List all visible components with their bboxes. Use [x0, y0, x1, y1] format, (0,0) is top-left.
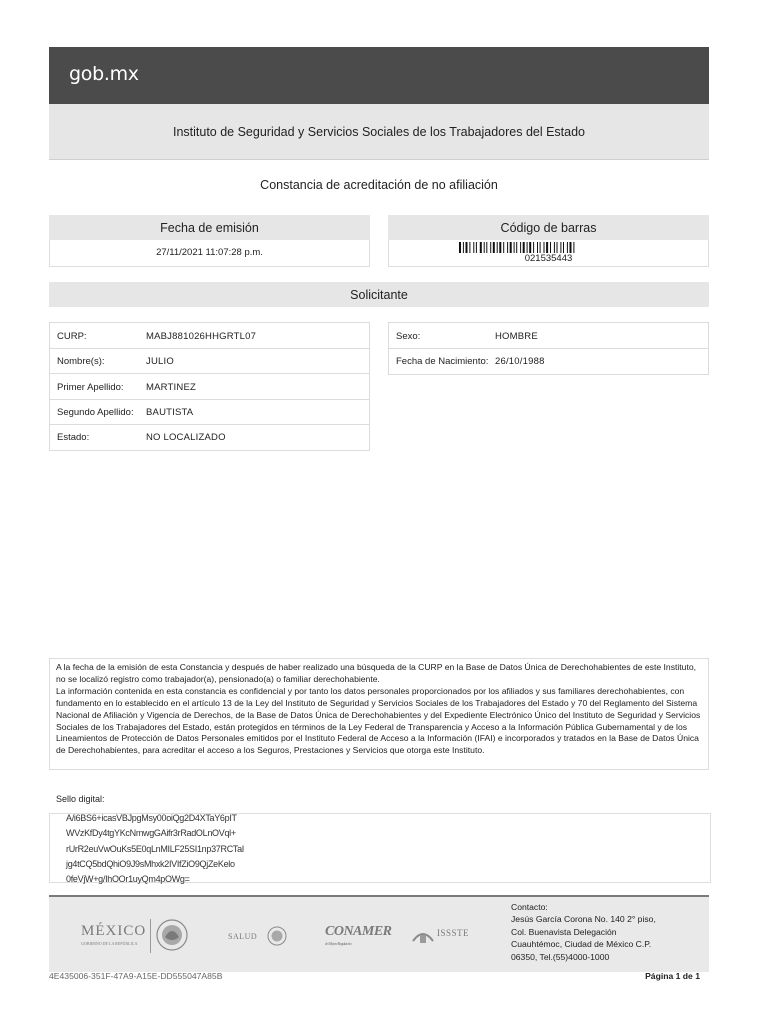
nombre-value: JULIO: [146, 356, 174, 367]
sello-line-4: jg4tCQ5bdQhiO9J9sMhxk2IVIfZiO9QjZeKelo: [66, 858, 235, 869]
gobmx-header-bar: [49, 47, 709, 104]
solicitante-left-box: [49, 322, 370, 451]
field-row-estado: [50, 424, 369, 449]
solicitante-right-box: [388, 322, 709, 375]
emision-box: [49, 240, 370, 267]
barcode-image: [459, 242, 639, 253]
document-id: 4E435006-351F-47A9-A15E-DD555047A85B: [49, 971, 223, 981]
mexico-logo-sub: GOBIERNO DE LA REPÚBLICA: [81, 941, 138, 946]
contact-heading: Contacto:: [511, 902, 548, 912]
sexo-value: HOMBRE: [495, 331, 538, 342]
sello-digital-text: [66, 811, 244, 887]
fecha-nacimiento-label: Fecha de Nacimiento:: [396, 356, 489, 367]
barcode-label: Código de barras: [500, 220, 597, 235]
field-row-sexo: [389, 323, 708, 349]
document-title: Constancia de acreditación de no afiliación: [260, 178, 498, 192]
field-row-nombre: [50, 348, 369, 374]
sello-line-5: 0feVjW+g/IhOOr1uyQm4pOWg=: [66, 874, 190, 885]
curp-label: CURP:: [57, 331, 87, 342]
salud-seal-icon: [267, 926, 287, 946]
contact-line-1: Jesús García Corona No. 140 2° piso,: [511, 914, 656, 925]
sello-line-3: rUrR2euVwOuKs5E0qLnMILF25SI1np37RCTaI: [66, 843, 244, 854]
estado-label: Estado:: [57, 432, 90, 443]
segundo-apellido-value: BAUTISTA: [146, 407, 194, 418]
barcode-number: 021535443: [524, 253, 573, 264]
conamer-logo-sub: de Mejora Regulatoria: [325, 941, 352, 946]
solicitante-label: Solicitante: [350, 287, 408, 302]
gobmx-logo: gob.mx: [69, 63, 139, 85]
estado-value: NO LOCALIZADO: [146, 432, 226, 443]
contact-line-4: 06350, Tel.(55)4000-1000: [511, 951, 610, 962]
issste-emblem-icon: [411, 927, 435, 945]
contact-line-3: Cuauhtémoc, Ciudad de México C.P.: [511, 939, 652, 950]
barcode-box: [388, 240, 709, 267]
footer-bar: [49, 895, 709, 972]
contact-line-2: Col. Buenavista Delegación: [511, 926, 617, 937]
salud-logo: SALUD: [228, 932, 258, 941]
emision-label: Fecha de emisión: [160, 220, 259, 235]
sexo-label: Sexo:: [396, 331, 421, 342]
field-row-segundo-apellido: [50, 399, 369, 425]
sello-line-1: A/i6BS6+icasVBJpgMsy00oiQg2D4XTaY6pIT: [66, 813, 237, 823]
institute-banner: [49, 104, 709, 160]
contact-info: [511, 901, 656, 963]
logo-divider: [150, 919, 151, 953]
mexico-logo: [81, 923, 146, 946]
institute-name: Instituto de Seguridad y Servicios Sociales de los Trabajadores del Estado: [172, 124, 586, 139]
nombre-label: Nombre(s):: [57, 356, 105, 367]
legal-paragraph-2: La información contenida en esta constancia es confidencial y por tanto los datos personales proporcionados por los afiliados y sus familiares derechohabientes, con fundamento en lo establecido en el artículo 13 de la Ley del Instituto de Seguridad y Servicios Sociales de los Trabajadores del Estado y 70 del Reglamento del Sistema Nacional de Afiliación y Vigencia de Derechos, de la Base de Datos Única de Derechohabientes y del Expediente Electrónico Único del Instituto de Seguridad y Servicios Sociales de los Trabajadores del Estado, están protegidos en términos de la Ley Federal de Transparencia y Acceso a la Información Pública Gubernamental y de los Lineamientos de Protección de Datos Personales emitidos por el Instituto Federal de Acceso a la Información (IFAI) e incorporados y tratados en la Base de Datos Única de Derechohabientes, para acreditar el acceso a los Seguros, Prestaciones y Servicios que otorga este Instituto.: [56, 685, 701, 756]
emision-value: 27/11/2021 11:07:28 p.m.: [156, 247, 263, 258]
field-row-curp: [50, 323, 369, 349]
conamer-logo-text: CONAMER: [325, 924, 392, 939]
emision-heading: [49, 215, 370, 240]
page-number: Página 1 de 1: [645, 971, 700, 981]
field-row-fecha-nacimiento: [389, 348, 708, 373]
sello-line-2: WVzKfDy4tgYKcNmwgGAifr3rRadOLnOVql+: [66, 828, 236, 839]
solicitante-heading: [49, 282, 709, 307]
sello-digital-label: Sello digital:: [56, 794, 105, 804]
legal-notice: [49, 658, 709, 770]
primer-apellido-label: Primer Apellido:: [57, 382, 124, 393]
fecha-nacimiento-value: 26/10/1988: [495, 356, 545, 367]
field-row-primer-apellido: [50, 374, 369, 400]
issste-logo: ISSSTE: [437, 928, 470, 938]
primer-apellido-value: MARTINEZ: [146, 382, 196, 393]
escudo-nacional-icon: [155, 917, 189, 953]
mexico-logo-text: MÉXICO: [81, 923, 147, 939]
segundo-apellido-label: Segundo Apellido:: [57, 407, 134, 418]
legal-paragraph-1: A la fecha de la emisión de esta Constancia y después de haber realizado una búsqueda de la CURP en la Base de Datos Única de Derechohabientes de este Instituto, no se localizó registro como trabajador(a), pensionado(a) o familiar derechohabiente.: [56, 662, 697, 684]
barcode-heading: [388, 215, 709, 240]
curp-value: MABJ881026HHGRTL07: [146, 331, 257, 342]
conamer-logo: [325, 924, 392, 946]
